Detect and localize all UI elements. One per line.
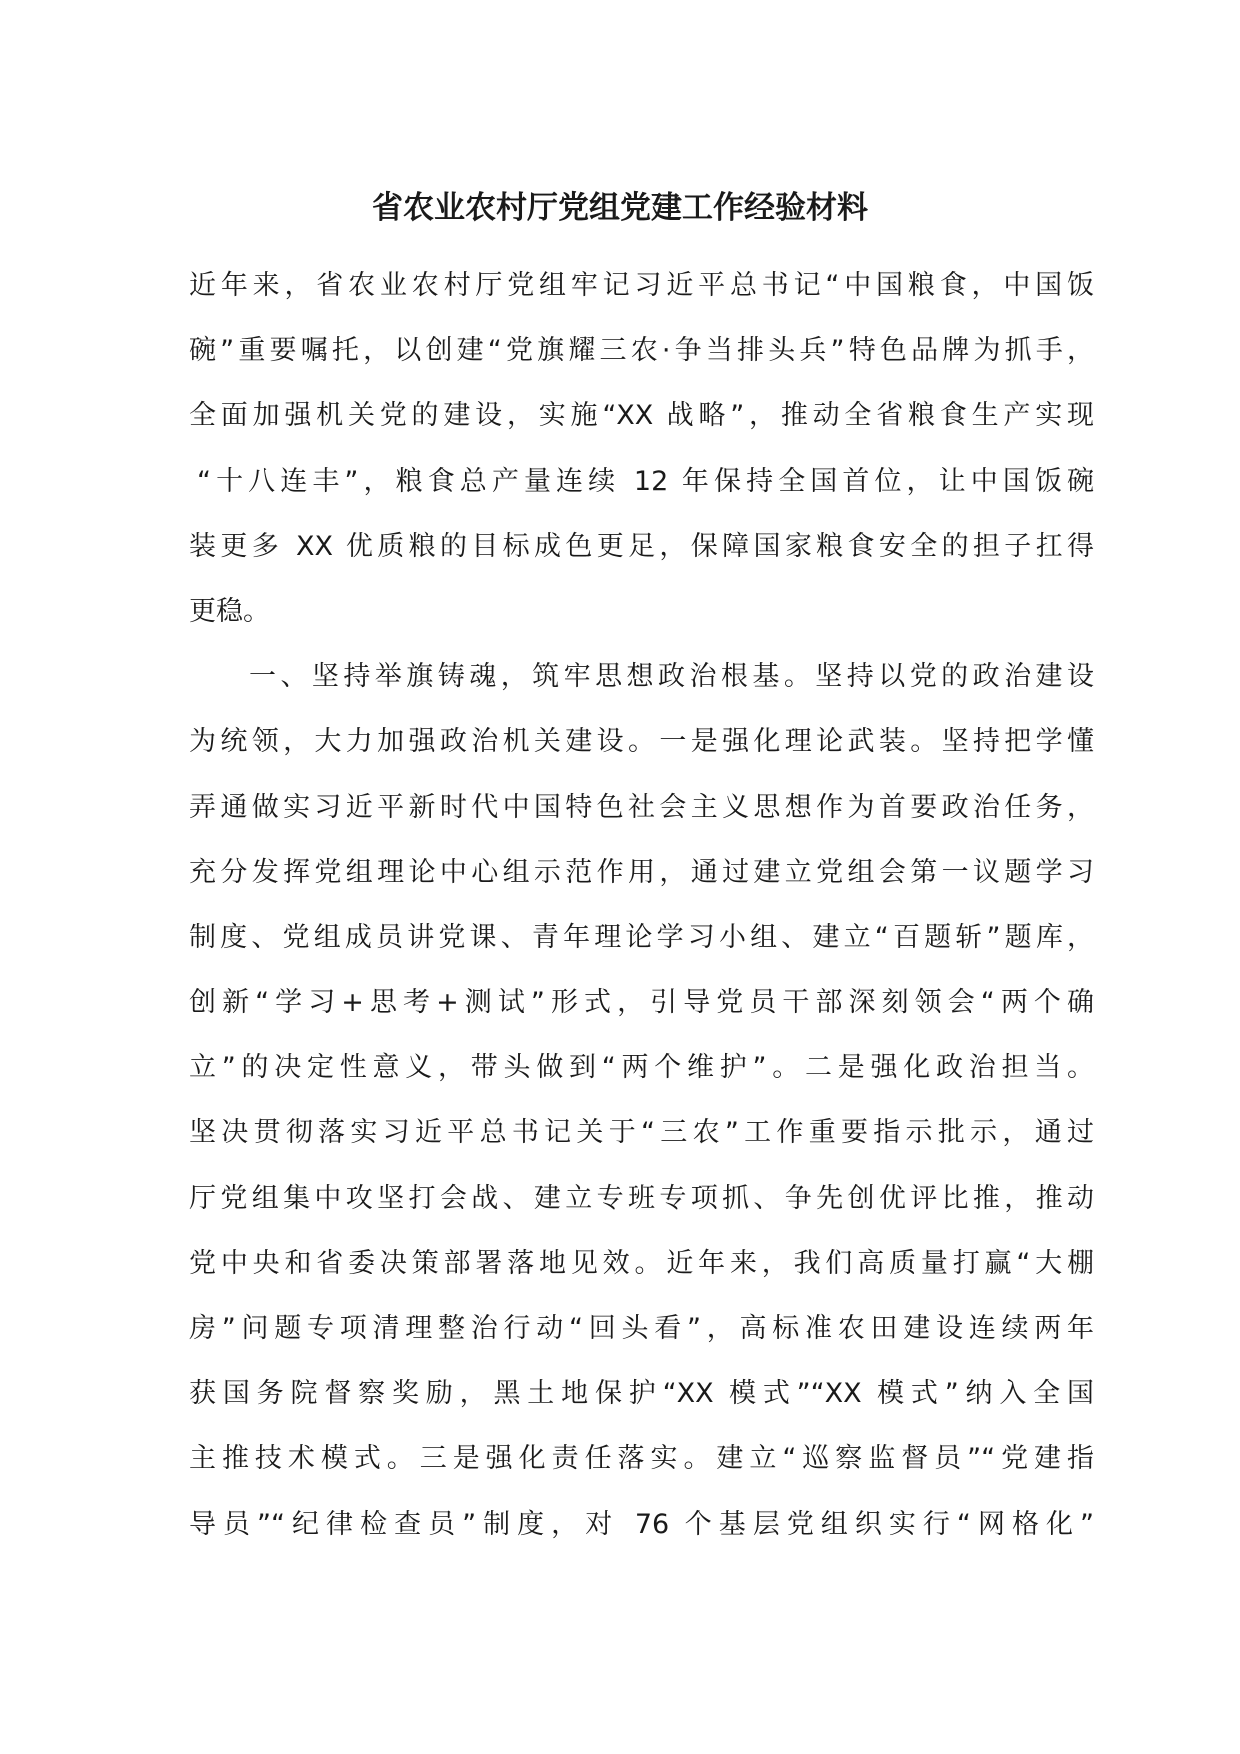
document-title: 省农业农村厅党组党建工作经验材料 — [372, 190, 868, 226]
document-body — [189, 253, 1094, 1557]
body-line: “十八连丰”，粮食总产量连续 12 年保持全国首位，让中国饭碗 — [197, 465, 1094, 497]
section-heading-line: 一、坚持举旗铸魂，筑牢思想政治根基。坚持以党的政治建设 — [249, 661, 1094, 693]
body-line: 导员”“纪律检查员”制度，对 76 个基层党组织实行“网格化” — [189, 1508, 1094, 1540]
body-line: 碗”重要嘱托，以创建“党旗耀三农·争当排头兵”特色品牌为抓手， — [189, 335, 1094, 367]
body-line: 厅党组集中攻坚打会战、建立专班专项抓、争先创优评比推，推动 — [189, 1182, 1094, 1214]
body-line: 党中央和省委决策部署落地见效。近年来，我们高质量打赢“大棚 — [189, 1247, 1094, 1279]
body-line: 为统领，大力加强政治机关建设。一是强化理论武装。坚持把学懂 — [189, 726, 1094, 758]
body-line: 近年来，省农业农村厅党组牢记习近平总书记“中国粮食，中国饭 — [189, 270, 1094, 301]
body-line: 立”的决定性意义，带头做到“两个维护”。二是强化政治担当。 — [189, 1052, 1094, 1084]
body-line: 主推技术模式。三是强化责任落实。建立“巡察监督员”“党建指 — [189, 1443, 1094, 1475]
body-line: 更稳。 — [189, 595, 270, 627]
body-line: 房”问题专项清理整治行动“回头看”，高标准农田建设连续两年 — [189, 1313, 1094, 1344]
body-line: 全面加强机关党的建设，实施“XX 战略”，推动全省粮食生产实现 — [189, 400, 1094, 432]
body-line: 制度、党组成员讲党课、青年理论学习小组、建立“百题斩”题库， — [189, 921, 1094, 953]
body-line: 充分发挥党组理论中心组示范作用，通过建立党组会第一议题学习 — [189, 856, 1094, 888]
body-line: 创新“学习+思考+测试”形式，引导党员干部深刻领会“两个确 — [189, 987, 1094, 1019]
body-line: 弄通做实习近平新时代中国特色社会主义思想作为首要政治任务， — [189, 791, 1094, 823]
body-line: 装更多 XX 优质粮的目标成色更足，保障国家粮食安全的担子扛得 — [189, 530, 1094, 562]
body-line: 获国务院督察奖励，黑土地保护“XX 模式”“XX 模式”纳入全国 — [189, 1378, 1094, 1410]
body-line: 坚决贯彻落实习近平总书记关于“三农”工作重要指示批示，通过 — [189, 1117, 1094, 1149]
